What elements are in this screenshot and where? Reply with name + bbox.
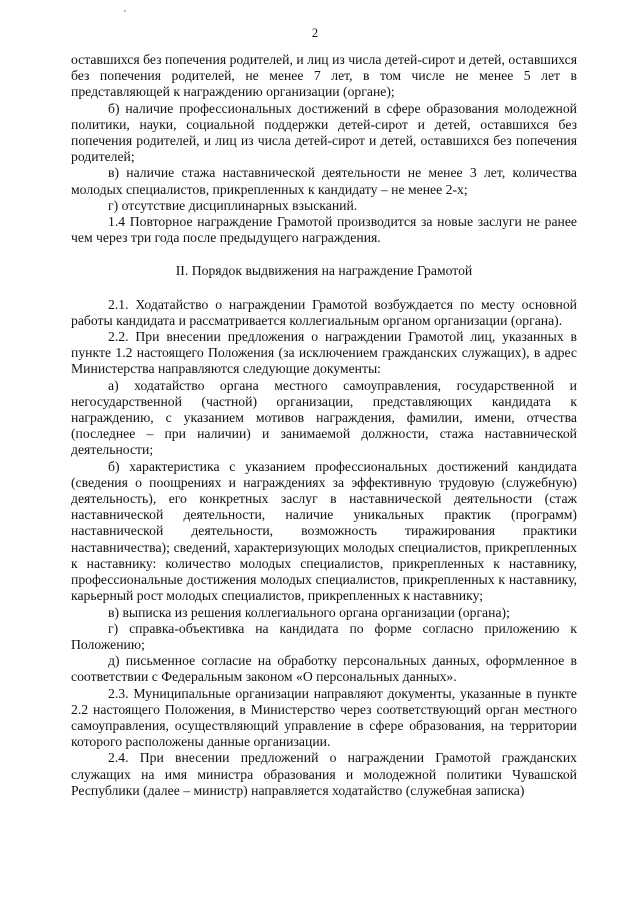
paragraph-2-2-d: д) письменное согласие на обработку персональных данных, оформленное в соответствии с Федеральным законом «О персональных данных».	[71, 653, 577, 685]
section-heading: II. Порядок выдвижения на награждение Грамотой	[175, 263, 473, 279]
paragraph-2-2-a: а) ходатайство органа местного самоуправления, государственной и негосударственной (частной) организации, представляющих кандидата к награждению, с указанием мотивов награждения, фамилии, имени, отчества (последнее – при наличии) и занимаемой должности, стажа наставнической деятельности;	[71, 377, 577, 458]
paragraph-continued: оставшихся без попечения родителей, и лиц из числа детей-сирот и детей, оставшихся без попечения родителей, не менее 7 лет, в том числе не менее 5 лет в представляющей к награждению организации (органе);	[71, 52, 577, 100]
paragraph-1-4: 1.4 Повторное награждение Грамотой производится за новые заслуги не ранее чем через три года после предыдущего награждения.	[71, 214, 577, 246]
paragraph-2-1: 2.1. Ходатайство о награждении Грамотой возбуждается по месту основной работы кандидата и рассматривается коллегиальным органом организации (органа).	[71, 296, 577, 328]
paragraph-2-3: 2.3. Муниципальные организации направляют документы, указанные в пункте 2.2 настоящего Положения, в Министерство через соответствующий орган местного самоуправления, осуществляющий управление в сфере образования, на территории которого расположены данные организации.	[71, 685, 577, 750]
paragraph-2-2-v: в) выписка из решения коллегиального органа организации (органа);	[108, 604, 510, 620]
paragraph-2-4: 2.4. При внесении предложений о награждении Грамотой гражданских служащих на имя министра образования и молодежной политики Чувашской Республики (далее – министр) направляется ходатайство (служебная записка)	[71, 750, 577, 798]
page-number: 2	[311, 26, 319, 40]
paragraph-2-2-b: б) характеристика с указанием профессиональных достижений кандидата (сведения о поощрениях и награждениях за эффективную трудовую (служебную) деятельность), его конкретных заслуг в наставнической деятельности (стаж наставнической деятельности, наличие уникальных практик (программ) наставнической деятельности, возможность тиражирования практики наставничества); сведений, характеризующих молодых специалистов, прикрепленных к наставнику: количество молодых специалистов, прикрепленных к наставнику, профессиональные достижения молодых специалистов, прикрепленных к наставнику, карьерный рост молодых специалистов, прикрепленных к наставнику;	[71, 458, 577, 604]
scan-speck	[124, 10, 126, 12]
paragraph-item-v: в) наличие стажа наставнической деятельности не менее 3 лет, количества молодых специалистов, прикрепленных к кандидату – не менее 2-х;	[71, 165, 577, 197]
document-body	[71, 52, 577, 799]
paragraph-item-g: г) отсутствие дисциплинарных взысканий.	[108, 197, 358, 213]
paragraph-2-2-g: г) справка-объективка на кандидата по форме согласно приложению к Положению;	[71, 620, 577, 652]
paragraph-item-b: б) наличие профессиональных достижений в сфере образования молодежной политики, науки, социальной поддержки детей-сирот и детей, оставшихся без попечения родителей, и лиц из числа детей-сирот и детей, оставшихся без попечения родителей;	[71, 100, 577, 165]
paragraph-2-2: 2.2. При внесении предложения о награждении Грамотой лиц, указанных в пункте 1.2 настоящего Положения (за исключением гражданских служащих), в адрес Министерства направляются следующие документы:	[71, 329, 577, 377]
